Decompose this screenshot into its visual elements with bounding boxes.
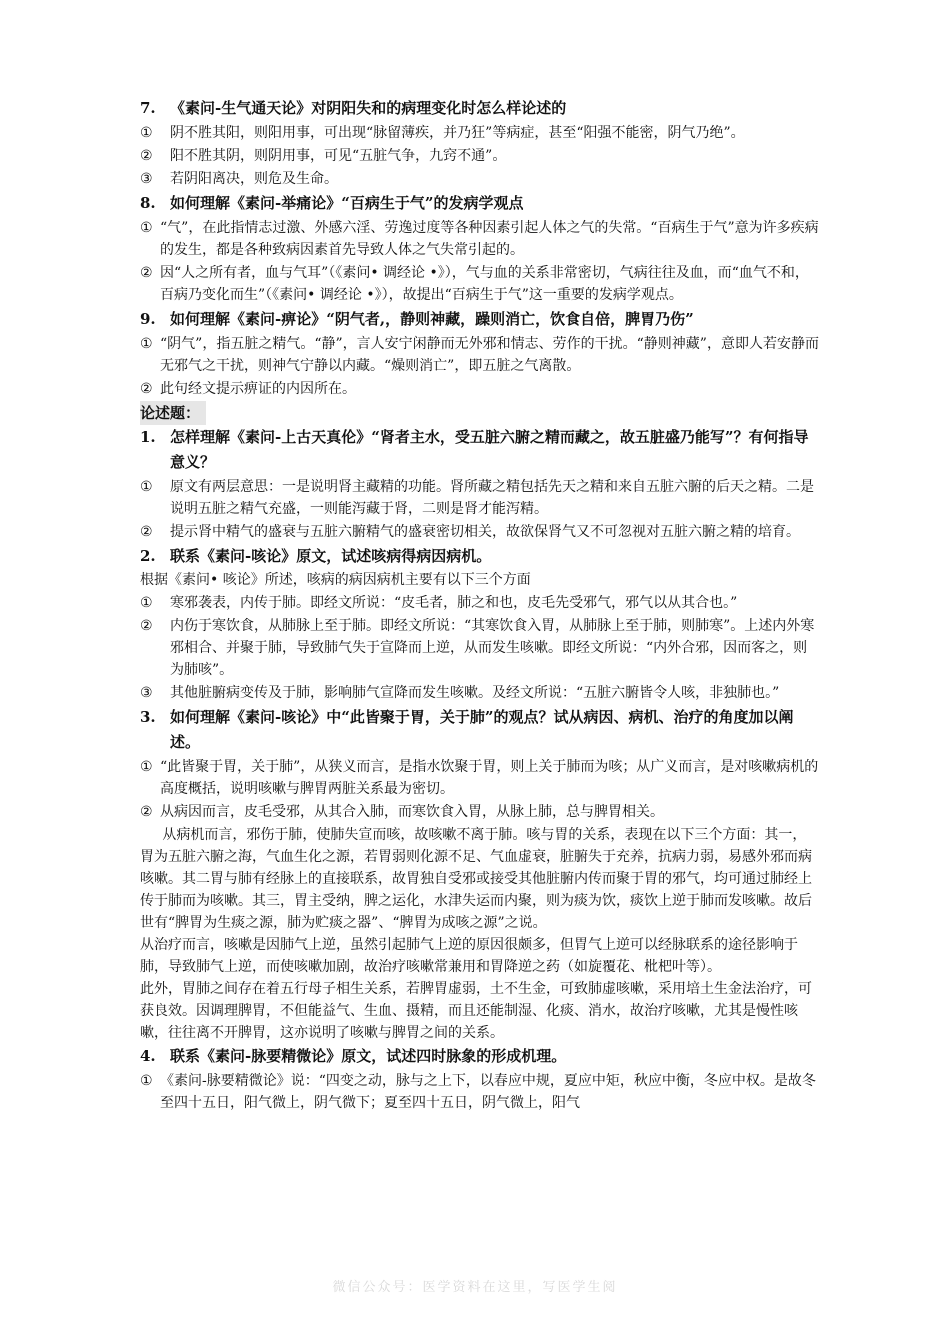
question-9-heading: 9. 如何理解《素问-痹论》“阴气者,，静则神藏，躁则消亡，饮食自倍，脾胃乃伤” — [140, 310, 694, 328]
essay-3-paragraph-extra: 此外，胃肺之间存在着五行母子相生关系，若脾胃虚弱，土不生金，可致肺虚咳嗽，采用培土生金法治疗，可获良效。因调理脾胃，不但能益气、生血、摄精，而且还能制湿、化痰、消水，故治疗咳嗽，尤其是慢性咳嗽，往往离不开脾胃，这亦说明了咳嗽与脾胃之间的关系。 — [140, 981, 812, 1041]
list-item: ② 此句经文提示痹证的内因所在。 — [140, 381, 356, 397]
essay-2-intro: 根据《素问• 咳论》所述，咳病的病因病机主要有以下三个方面 — [140, 572, 531, 588]
list-item: ① “此皆聚于胃，关于肺”，从狭义而言，是指水饮聚于胃，则上关于肺而为咳；从广义而言，是对咳嗽病机的高度概括，说明咳嗽与脾胃两脏关系最为密切。 — [140, 759, 819, 797]
essay-3-paragraph-treatment: 从治疗而言，咳嗽是因肺气上逆，虽然引起肺气上逆的原因很颇多，但胃气上逆可以经脉联系的途径影响于肺，导致肺气上逆，而使咳嗽加剧，故治疗咳嗽常兼用和胃降逆之药（如旋覆花、枇杷叶等）。 — [140, 937, 798, 975]
list-item: ② 因“人之所有者，血与气耳”（《素问• 调经论 •》），气与血的关系非常密切，气病往往及血，而“血气不和，百病乃变化而生”（《素问• 调经论 •》），故提出“百病生于气”这一重要的发病学观点。 — [140, 265, 809, 303]
document-page — [140, 96, 820, 1115]
list-item: ② 提示肾中精气的盛衰与五脏六腑精气的盛衰密切相关，故欲保肾气又不可忽视对五脏六腑之精的培育。 — [140, 524, 800, 540]
essay-2-heading: 2. 联系《素问-咳论》原文，试述咳病得病因病机。 — [140, 547, 492, 565]
essay-3-paragraph-pathogenesis: 从病机而言，邪伤于肺，使肺失宣而咳，故咳嗽不离于肺。咳与胃的关系，表现在以下三个方面：其一，胃为五脏六腑之海，气血生化之源，若胃弱则化源不足、气血虚衰，脏腑失于充养，抗病力弱，易感外邪而病咳嗽。其二胃与肺有经脉上的直接联系，故胃独自受邪或接受其他脏腑内传而聚于胃的邪气，均可通过肺经上传于肺而为咳嗽。其三，胃主受纳，脾之运化，水津失运而内聚，则为痰为饮，痰饮上逆于肺而发咳嗽。故后世有“脾胃为生痰之源，肺为贮痰之器”、“脾胃为成咳之源”之说。 — [140, 827, 812, 931]
list-item: ② 内伤于寒饮食，从肺脉上至于肺。即经文所说：“其寒饮食入胃，从肺脉上至于肺，则肺寒”。上述内外寒邪相合、并聚于肺，导致肺气失于宣降而上逆，从而发生咳嗽。即经文所说：“内外合邪，因而客之，则为肺咳”。 — [140, 618, 815, 678]
list-item: ① “气”，在此指情志过激、外感六淫、劳逸过度等各种因素引起人体之气的失常。“百病生于气”意为许多疾病的发生，都是各种致病因素首先导致人体之气失常引起的。 — [140, 220, 819, 258]
list-item: ① 《素问-脉要精微论》说：“四变之动，脉与之上下，以春应中规，夏应中矩，秋应中衡，冬应中权。是故冬至四十五日，阳气微上，阴气微下；夏至四十五日，阴气微上，阳气 — [140, 1073, 816, 1111]
list-item: ② 阳不胜其阴，则阴用事，可见“五脏气争，九窍不通”。 — [140, 148, 507, 164]
watermark-footer: 微信公众号：医学资料在这里，写医学生阅 — [332, 1280, 618, 1295]
list-item: ① 寒邪袭表，内传于肺。即经文所说：“皮毛者，肺之和也，皮毛先受邪气，邪气以从其合也。” — [140, 595, 738, 611]
section-label: 论述题： — [140, 401, 206, 425]
list-item: ③ 若阴阳离决，则危及生命。 — [140, 171, 338, 187]
essay-3-heading: 3. 如何理解《素问-咳论》中“此皆聚于胃，关于肺”的观点？试从病因、病机、治疗的角度加以阐述。 — [140, 708, 794, 751]
list-item: ③ 其他脏腑病变传及于肺，影响肺气宣降而发生咳嗽。及经文所说：“五脏六腑皆令人咳，非独肺也。” — [140, 685, 780, 701]
question-8-heading: 8. 如何理解《素问-举痛论》“百病生于气”的发病学观点 — [140, 194, 524, 212]
essay-4-heading: 4. 联系《素问-脉要精微论》原文，试述四时脉象的形成机理。 — [140, 1047, 567, 1065]
question-7-heading: 7. 《素问-生气通天论》对阴阳失和的病理变化时怎么样论述的 — [140, 99, 567, 117]
list-item: ① 原文有两层意思：一是说明肾主藏精的功能。肾所藏之精包括先天之精和来自五脏六腑的后天之精。二是说明五脏之精气充盛，一则能泻藏于肾，二则是肾才能泻精。 — [140, 479, 814, 517]
essay-1-heading: 1. 怎样理解《素问-上古天真伦》“肾者主水，受五脏六腑之精而藏之，故五脏盛乃能写”？有何指导意义？ — [140, 428, 809, 471]
list-item: ② 从病因而言，皮毛受邪，从其合入肺，而寒饮食入胃，从脉上肺，总与脾胃相关。 — [140, 804, 664, 820]
list-item: ① 阴不胜其阳，则阳用事，可出现“脉留薄疾，并乃狂”等病症，甚至“阳强不能密，阴气乃绝”。 — [140, 125, 745, 141]
list-item: ① “阴气”，指五脏之精气。“静”，言人安宁闲静而无外邪和情志、劳作的干扰。“静则神藏”，意即人若安静而无邪气之干扰，则神气宁静以内藏。“燥则消亡”，即五脏之气离散。 — [140, 336, 819, 374]
